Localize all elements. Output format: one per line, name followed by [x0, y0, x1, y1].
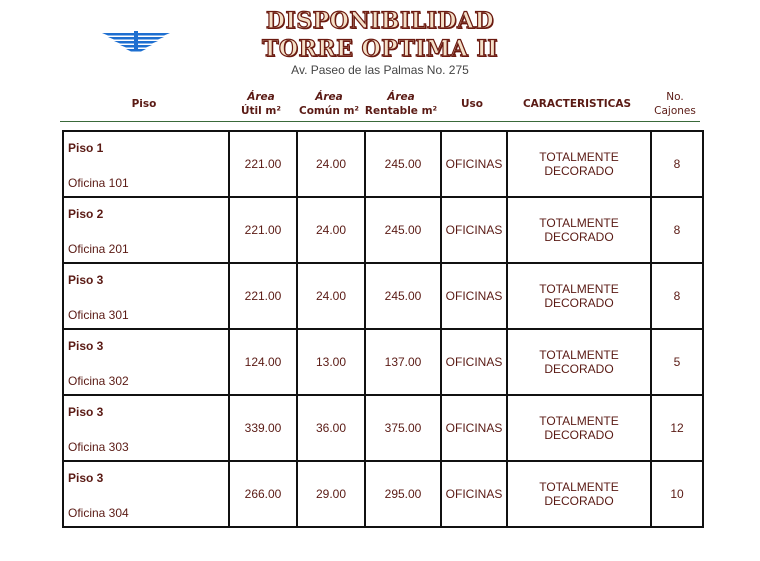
table-row: [63, 461, 703, 527]
office-label: Oficina 303: [68, 440, 129, 454]
table-row: [63, 395, 703, 461]
table-row: [63, 263, 703, 329]
column-header-area-rentable: Área Rentable m²: [364, 91, 438, 117]
office-label: Oficina 201: [68, 242, 129, 256]
cell-caracteristicas: [507, 461, 651, 527]
column-header-cajones: No. Cajones: [654, 91, 696, 117]
cell-area-comun: 36.00: [297, 395, 365, 461]
caracteristicas-line2: DECORADO: [544, 296, 614, 310]
column-header-piso: Piso: [131, 98, 157, 110]
cell-area-rentable: 245.00: [365, 131, 441, 197]
cell-piso: [63, 263, 229, 329]
office-label: Oficina 302: [68, 374, 129, 388]
caracteristicas-line2: DECORADO: [544, 428, 614, 442]
cell-cajones: 8: [651, 263, 703, 329]
address: Av. Paseo de las Palmas No. 275: [291, 63, 469, 77]
caracteristicas-line1: TOTALMENTE: [539, 414, 619, 428]
cell-cajones: 12: [651, 395, 703, 461]
caracteristicas-line2: DECORADO: [544, 230, 614, 244]
cell-uso: OFICINAS: [441, 395, 507, 461]
page-title: DISPONIBILIDAD: [265, 8, 495, 34]
floor-label: Piso 3: [68, 405, 104, 419]
cell-uso: OFICINAS: [441, 197, 507, 263]
cell-area-rentable: 245.00: [365, 197, 441, 263]
cell-uso: OFICINAS: [441, 329, 507, 395]
office-label: Oficina 304: [68, 506, 129, 520]
cell-cajones: 8: [651, 131, 703, 197]
floor-label: Piso 3: [68, 471, 104, 485]
page-subtitle: TORRE OPTIMA II: [261, 36, 499, 62]
floor-label: Piso 3: [68, 339, 104, 353]
caracteristicas-line1: TOTALMENTE: [539, 480, 619, 494]
cell-area-rentable: 375.00: [365, 395, 441, 461]
cell-caracteristicas: [507, 197, 651, 263]
floor-label: Piso 3: [68, 273, 104, 287]
caracteristicas-line1: TOTALMENTE: [539, 348, 619, 362]
cell-area-rentable: 137.00: [365, 329, 441, 395]
table-row: [63, 329, 703, 395]
cell-piso: [63, 461, 229, 527]
column-header-caracteristicas: CARACTERISTICAS: [522, 98, 632, 110]
cell-caracteristicas: [507, 395, 651, 461]
caracteristicas-line2: DECORADO: [544, 494, 614, 508]
cell-area-comun: 13.00: [297, 329, 365, 395]
caracteristicas-line1: TOTALMENTE: [539, 216, 619, 230]
caracteristicas-line1: TOTALMENTE: [539, 150, 619, 164]
cell-caracteristicas: [507, 263, 651, 329]
floor-label: Piso 2: [68, 207, 104, 221]
cell-uso: OFICINAS: [441, 461, 507, 527]
cell-area-util: 339.00: [229, 395, 297, 461]
floor-label: Piso 1: [68, 141, 104, 155]
cell-area-util: 221.00: [229, 131, 297, 197]
cell-cajones: 5: [651, 329, 703, 395]
column-header-uso: Uso: [461, 98, 483, 110]
table-row: [63, 131, 703, 197]
cell-uso: OFICINAS: [441, 131, 507, 197]
availability-table: [62, 130, 704, 528]
cell-area-util: 124.00: [229, 329, 297, 395]
cell-area-rentable: 245.00: [365, 263, 441, 329]
cell-piso: [63, 329, 229, 395]
header-divider: [60, 121, 700, 122]
cell-area-util: 221.00: [229, 263, 297, 329]
cell-caracteristicas: [507, 329, 651, 395]
caracteristicas-line2: DECORADO: [544, 164, 614, 178]
cell-area-rentable: 295.00: [365, 461, 441, 527]
cell-cajones: 10: [651, 461, 703, 527]
cell-uso: OFICINAS: [441, 263, 507, 329]
cell-caracteristicas: [507, 131, 651, 197]
office-label: Oficina 301: [68, 308, 129, 322]
cell-area-util: 221.00: [229, 197, 297, 263]
table-row: [63, 197, 703, 263]
caracteristicas-line2: DECORADO: [544, 362, 614, 376]
cell-area-comun: 24.00: [297, 197, 365, 263]
column-header-area-comun: Área Común m²: [298, 91, 359, 117]
column-header-area-util: Área Útil m²: [241, 91, 281, 117]
cell-area-comun: 24.00: [297, 263, 365, 329]
building-logo-icon: [102, 30, 170, 52]
cell-area-util: 266.00: [229, 461, 297, 527]
office-label: Oficina 101: [68, 176, 129, 190]
cell-cajones: 8: [651, 197, 703, 263]
cell-piso: [63, 395, 229, 461]
cell-area-comun: 29.00: [297, 461, 365, 527]
cell-piso: [63, 197, 229, 263]
caracteristicas-line1: TOTALMENTE: [539, 282, 619, 296]
cell-area-comun: 24.00: [297, 131, 365, 197]
cell-piso: [63, 131, 229, 197]
